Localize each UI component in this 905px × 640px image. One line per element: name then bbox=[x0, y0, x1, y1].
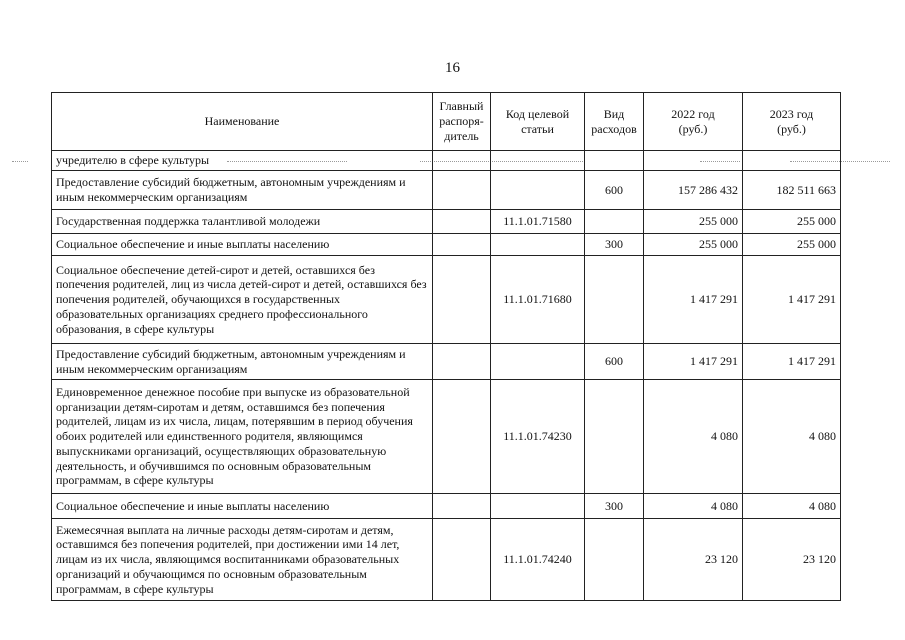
row-name: Ежемесячная выплата на личные расходы детям-сиротам и детям, оставшимся без попечения родителей, при достижении ими 14 лет, лицам из их числа, являющимся воспитанниками образовательных организаций и обучающимся по основным образовательным программам, в сфере культуры bbox=[52, 519, 433, 601]
row-amount-2023 bbox=[743, 151, 841, 171]
table-row bbox=[52, 519, 841, 601]
row-manager bbox=[433, 151, 491, 171]
table-row bbox=[52, 344, 841, 380]
row-amount-2022: 23 120 bbox=[644, 519, 743, 601]
row-expense-type: 600 bbox=[585, 171, 644, 210]
row-amount-2023: 255 000 bbox=[743, 234, 841, 256]
row-target-code: 11.1.01.74240 bbox=[491, 519, 585, 601]
table-row bbox=[52, 256, 841, 344]
dotted-leader-line bbox=[12, 161, 28, 162]
row-amount-2022: 1 417 291 bbox=[644, 344, 743, 380]
row-target-code bbox=[491, 151, 585, 171]
row-expense-type bbox=[585, 519, 644, 601]
budget-table bbox=[51, 92, 841, 601]
row-amount-2022: 1 417 291 bbox=[644, 256, 743, 344]
row-amount-2022: 4 080 bbox=[644, 494, 743, 519]
row-amount-2023: 23 120 bbox=[743, 519, 841, 601]
row-manager bbox=[433, 210, 491, 234]
header-main-manager: Главный распоря- дитель bbox=[433, 93, 491, 151]
row-manager bbox=[433, 344, 491, 380]
row-name: Предоставление субсидий бюджетным, автономным учреждениям и иным некоммерческим организациям bbox=[52, 171, 433, 210]
row-amount-2023: 1 417 291 bbox=[743, 344, 841, 380]
row-amount-2023: 4 080 bbox=[743, 380, 841, 494]
row-expense-type bbox=[585, 380, 644, 494]
header-target-code: Код целевой статьи bbox=[491, 93, 585, 151]
page-number: 16 bbox=[445, 60, 460, 76]
row-expense-type bbox=[585, 210, 644, 234]
header-name: Наименование bbox=[52, 93, 433, 151]
row-name: Государственная поддержка талантливой молодежи bbox=[52, 210, 433, 234]
row-amount-2022: 255 000 bbox=[644, 210, 743, 234]
header-year-2022: 2022 год (руб.) bbox=[644, 93, 743, 151]
row-name: учредителю в сфере культуры bbox=[52, 151, 433, 171]
table-row bbox=[52, 171, 841, 210]
row-amount-2022: 157 286 432 bbox=[644, 171, 743, 210]
table-row bbox=[52, 494, 841, 519]
row-amount-2022: 255 000 bbox=[644, 234, 743, 256]
row-amount-2022 bbox=[644, 151, 743, 171]
row-name: Единовременное денежное пособие при выпуске из образовательной организации детям-сиротам и детям, оставшимся без попечения родителей, лицам из их числа, лицам, потерявшим в период обучения обоих родителей или единственного родителя, являющимся выпускниками организаций, осуществляющих образовательную деятельность, и обучившимся по основным образовательным программам, в сфере культуры bbox=[52, 380, 433, 494]
table-row bbox=[52, 210, 841, 234]
row-name: Социальное обеспечение и иные выплаты населению bbox=[52, 234, 433, 256]
table-row bbox=[52, 151, 841, 171]
row-amount-2022: 4 080 bbox=[644, 380, 743, 494]
row-amount-2023: 255 000 bbox=[743, 210, 841, 234]
row-manager bbox=[433, 519, 491, 601]
row-name: Предоставление субсидий бюджетным, автономным учреждениям и иным некоммерческим организациям bbox=[52, 344, 433, 380]
row-target-code: 11.1.01.71680 bbox=[491, 256, 585, 344]
row-amount-2023: 4 080 bbox=[743, 494, 841, 519]
row-manager bbox=[433, 256, 491, 344]
row-target-code bbox=[491, 494, 585, 519]
row-manager bbox=[433, 234, 491, 256]
row-target-code bbox=[491, 234, 585, 256]
row-target-code bbox=[491, 344, 585, 380]
row-amount-2023: 1 417 291 bbox=[743, 256, 841, 344]
table-header-row bbox=[52, 93, 841, 151]
row-manager bbox=[433, 171, 491, 210]
row-expense-type: 600 bbox=[585, 344, 644, 380]
row-expense-type: 300 bbox=[585, 494, 644, 519]
row-target-code bbox=[491, 171, 585, 210]
table-row bbox=[52, 234, 841, 256]
table-row bbox=[52, 380, 841, 494]
header-year-2023: 2023 год (руб.) bbox=[743, 93, 841, 151]
header-expense-type: Вид расходов bbox=[585, 93, 644, 151]
row-amount-2023: 182 511 663 bbox=[743, 171, 841, 210]
row-manager bbox=[433, 380, 491, 494]
row-name: Социальное обеспечение и иные выплаты населению bbox=[52, 494, 433, 519]
row-target-code: 11.1.01.74230 bbox=[491, 380, 585, 494]
row-expense-type bbox=[585, 256, 644, 344]
row-expense-type bbox=[585, 151, 644, 171]
row-name: Социальное обеспечение детей-сирот и детей, оставшихся без попечения родителей, лиц из числа детей-сирот и детей, оставшихся без попечения родителей, обучающихся в государственных образовательных организациях среднего профессионального образования, в сфере культуры bbox=[52, 256, 433, 344]
row-manager bbox=[433, 494, 491, 519]
row-target-code: 11.1.01.71580 bbox=[491, 210, 585, 234]
row-expense-type: 300 bbox=[585, 234, 644, 256]
